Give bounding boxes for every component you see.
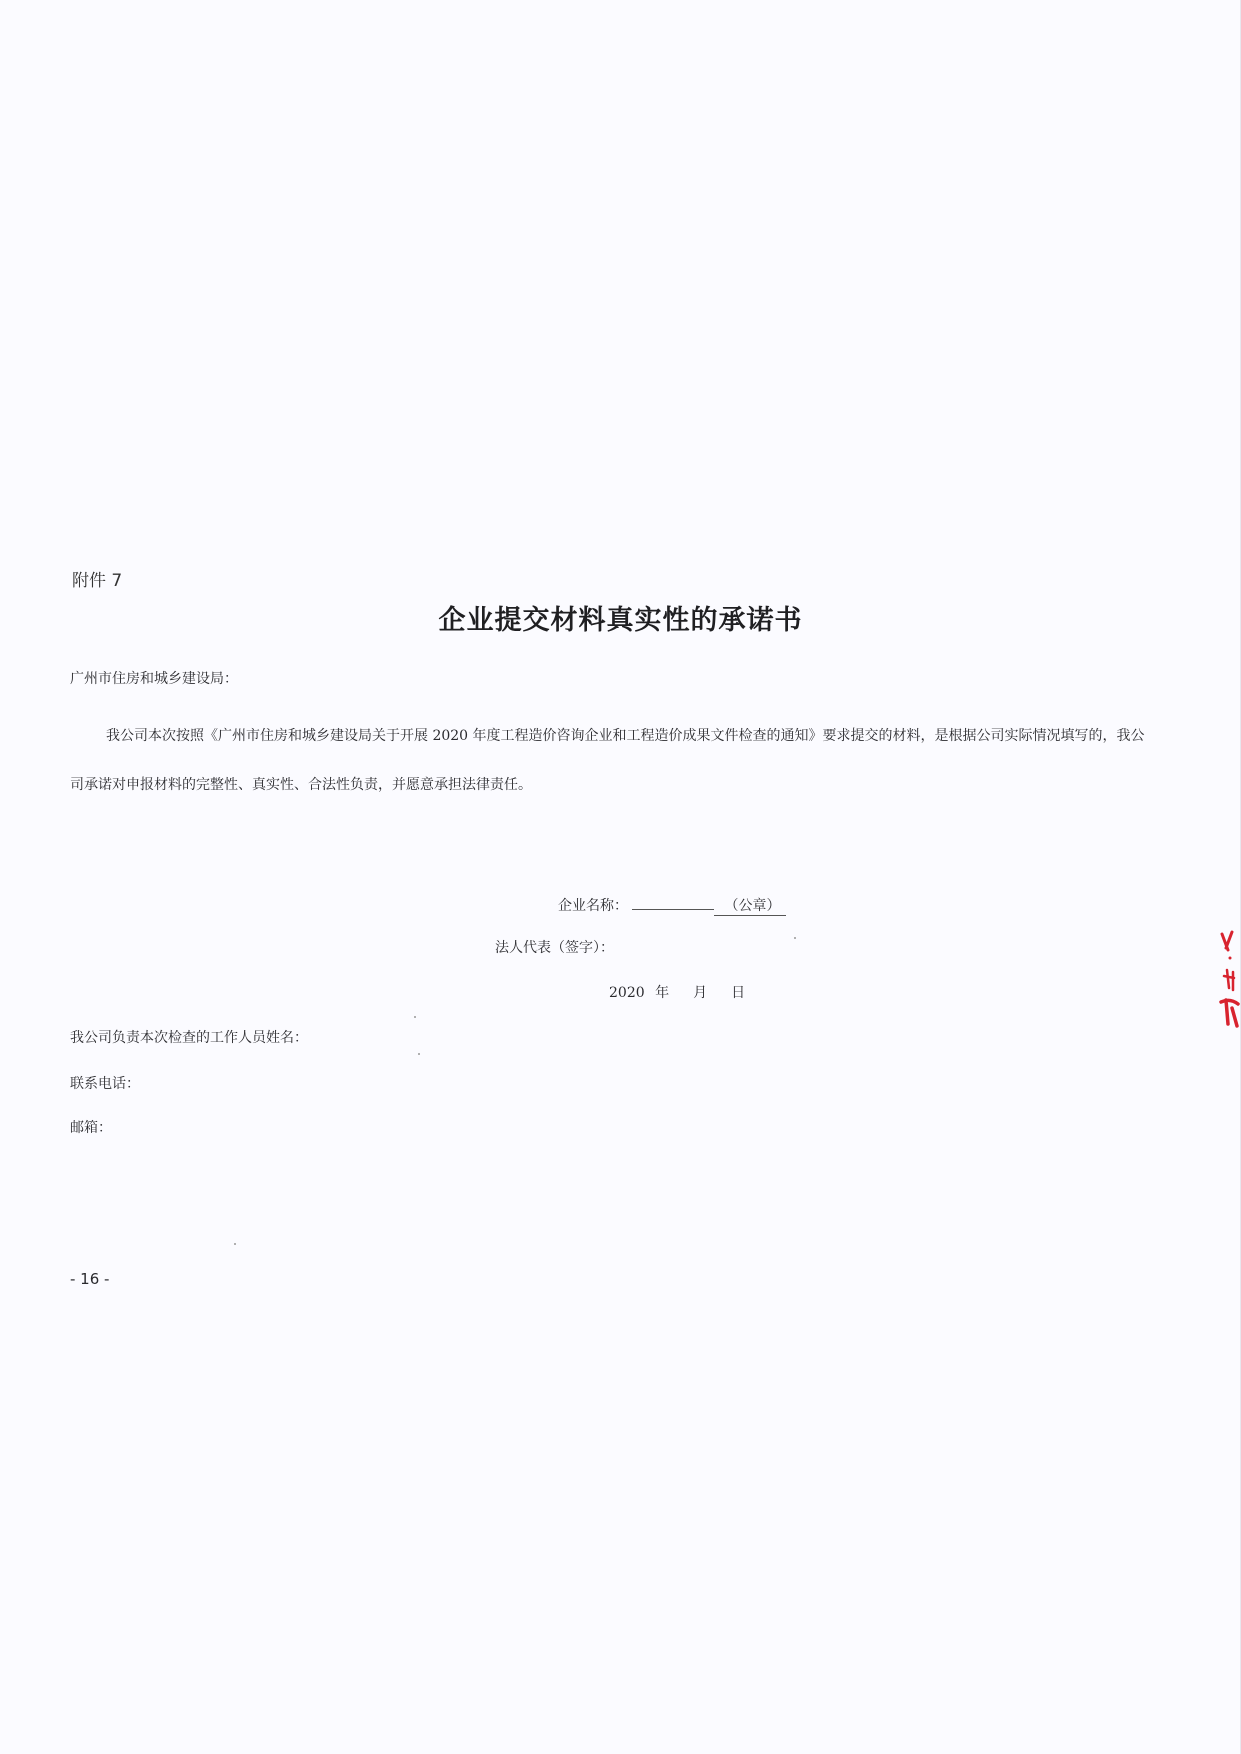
body-paragraph: 我公司本次按照《广州市住房和城乡建设局关于开展 2020 年度工程造价咨询企业和工程造价成果文件检查的通知》要求提交的材料，是根据公司实际情况填写的，我公司承诺对申报材料的完整性、真实性、合法性负责，并愿意承担法律责任。 xyxy=(70,728,1145,793)
company-name-line xyxy=(558,895,786,916)
scan-speck xyxy=(234,1243,236,1245)
scan-speck xyxy=(794,937,796,939)
document-title: 企业提交材料真实性的承诺书 xyxy=(438,605,803,636)
company-name-blank xyxy=(632,895,714,910)
legal-representative-line: 法人代表（签字）： xyxy=(495,940,614,956)
date-year: 2020 年 xyxy=(609,985,670,1001)
attachment-label: 附件 7 xyxy=(72,571,123,591)
scan-speck xyxy=(418,1053,420,1055)
contact-phone-label: 联系电话： xyxy=(70,1076,140,1092)
date-day: 日 xyxy=(731,985,746,1001)
seal-label: （公章） xyxy=(714,895,786,916)
company-name-label: 企业名称： xyxy=(558,898,628,914)
date-month: 月 xyxy=(693,985,708,1001)
contact-person-label: 我公司负责本次检查的工作人员姓名： xyxy=(70,1030,308,1046)
salutation: 广州市住房和城乡建设局： xyxy=(70,671,238,687)
contact-email-label: 邮箱： xyxy=(70,1120,112,1136)
seal-stamp-fragment xyxy=(1218,928,1241,1038)
page-number: - 16 - xyxy=(70,1270,110,1288)
signature-date xyxy=(609,982,745,1002)
scan-speck xyxy=(414,1016,416,1018)
